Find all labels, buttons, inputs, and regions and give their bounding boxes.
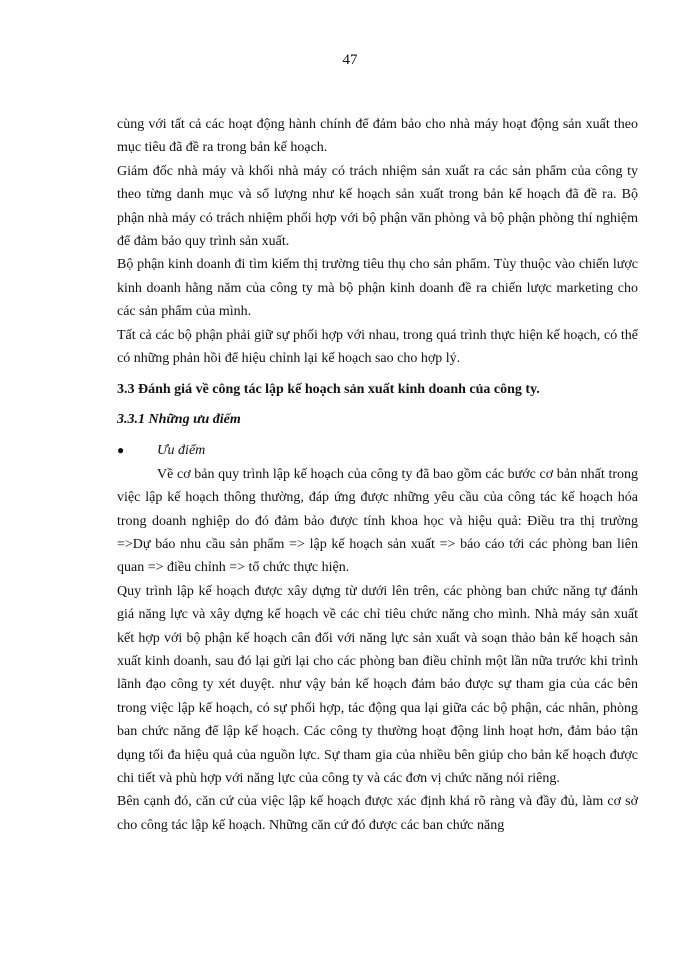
paragraph-6: Quy trình lập kế hoạch được xây dựng từ dưới lên trên, các phòng ban chức năng tự đánh giá năng lực và xây dựng kế hoạch về các chỉ tiêu chức năng cho mình. Nhà máy sản xuất kết hợp với bộ phận kế hoạch cân đối với năng lực sản xuất và soạn thảo bản kế hoạch sản xuất kinh doanh, sau đó lại gửi lại cho các phòng ban điều chỉnh một lần nữa trước khi trình lãnh đạo công ty xét duyệt. như vậy bản kế hoạch đảm bảo được sự tham gia của các bên trong việc lập kế hoạch, có sự phối hợp, tác động qua lại giữa các bộ phận, các nhân, phòng ban chức năng để lập kế hoạch. Các công ty thường hoạt động linh hoạt hơn, đảm bảo tận dụng tối đa hiệu quả của nguồn lực. Sự tham gia của nhiều bên giúp cho bản kế hoạch được chi tiết và phù hợp với năng lực của công ty và các đơn vị chức năng nói riêng. bbox=[117, 583, 638, 786]
section-heading: 3.3 Đánh giá về công tác lập kế hoạch sản xuất kinh doanh của công ty. bbox=[117, 382, 540, 398]
paragraph-3: Bộ phận kinh doanh đi tìm kiếm thị trường tiêu thụ cho sản phẩm. Tùy thuộc vào chiến lược kinh doanh hằng năm của công ty mà bộ phận kinh doanh đề ra chiến lược marketing cho các sản phẩm của mình. bbox=[117, 257, 638, 320]
paragraph-1: cùng với tất cả các hoạt động hành chính để đảm bảo cho nhà máy hoạt động sản xuất theo mục tiêu đã đề ra trong bản kế hoạch. bbox=[117, 117, 638, 156]
paragraph-4: Tất cả các bộ phận phải giữ sự phối hợp với nhau, trong quá trình thực hiện kế hoạch, có thể có những phản hồi để hiệu chỉnh lại kế hoạch sao cho hợp lý. bbox=[117, 327, 638, 367]
bullet-label: Ưu điểm bbox=[157, 443, 206, 459]
page-content bbox=[117, 113, 638, 837]
subsection-heading: 3.3.1 Những ưu điểm bbox=[117, 411, 241, 427]
page-number: 47 bbox=[342, 52, 358, 68]
paragraph-7: Bên cạnh đó, căn cứ của việc lập kế hoạch được xác định khá rõ ràng và đầy đủ, làm cơ sở cho công tác lập kế hoạch. Những căn cứ đó được các ban chức năng bbox=[117, 794, 638, 833]
paragraph-5: Về cơ bản quy trình lập kế hoạch của công ty đã bao gồm các bước cơ bản nhất trong việc lập kế hoạch thông thường, đáp ứng được những yêu cầu của công tác kế hoạch hóa trong doanh nghiệp do đó đảm bảo được tính khoa học và hiệu quả: Điều tra thị trường =>Dự báo nhu cầu sản phẩm => lập kế hoạch sản xuất => báo cáo tới các phòng ban liên quan => điều chỉnh => tổ chức thực hiện. bbox=[117, 466, 638, 576]
bullet-item bbox=[117, 439, 638, 462]
bullet-icon: ● bbox=[117, 443, 125, 458]
paragraph-2: Giám đốc nhà máy và khối nhà máy có trách nhiệm sản xuất ra các sản phẩm của công ty theo từng danh mục và số lượng như kế hoạch sản xuất trong bản kế hoạch đã đề ra. Bộ phận nhà máy có trách nhiệm phối hợp với bộ phận văn phòng và bộ phận phòng thí nghiệm để đảm bảo quy trình sản xuất. bbox=[117, 163, 638, 250]
